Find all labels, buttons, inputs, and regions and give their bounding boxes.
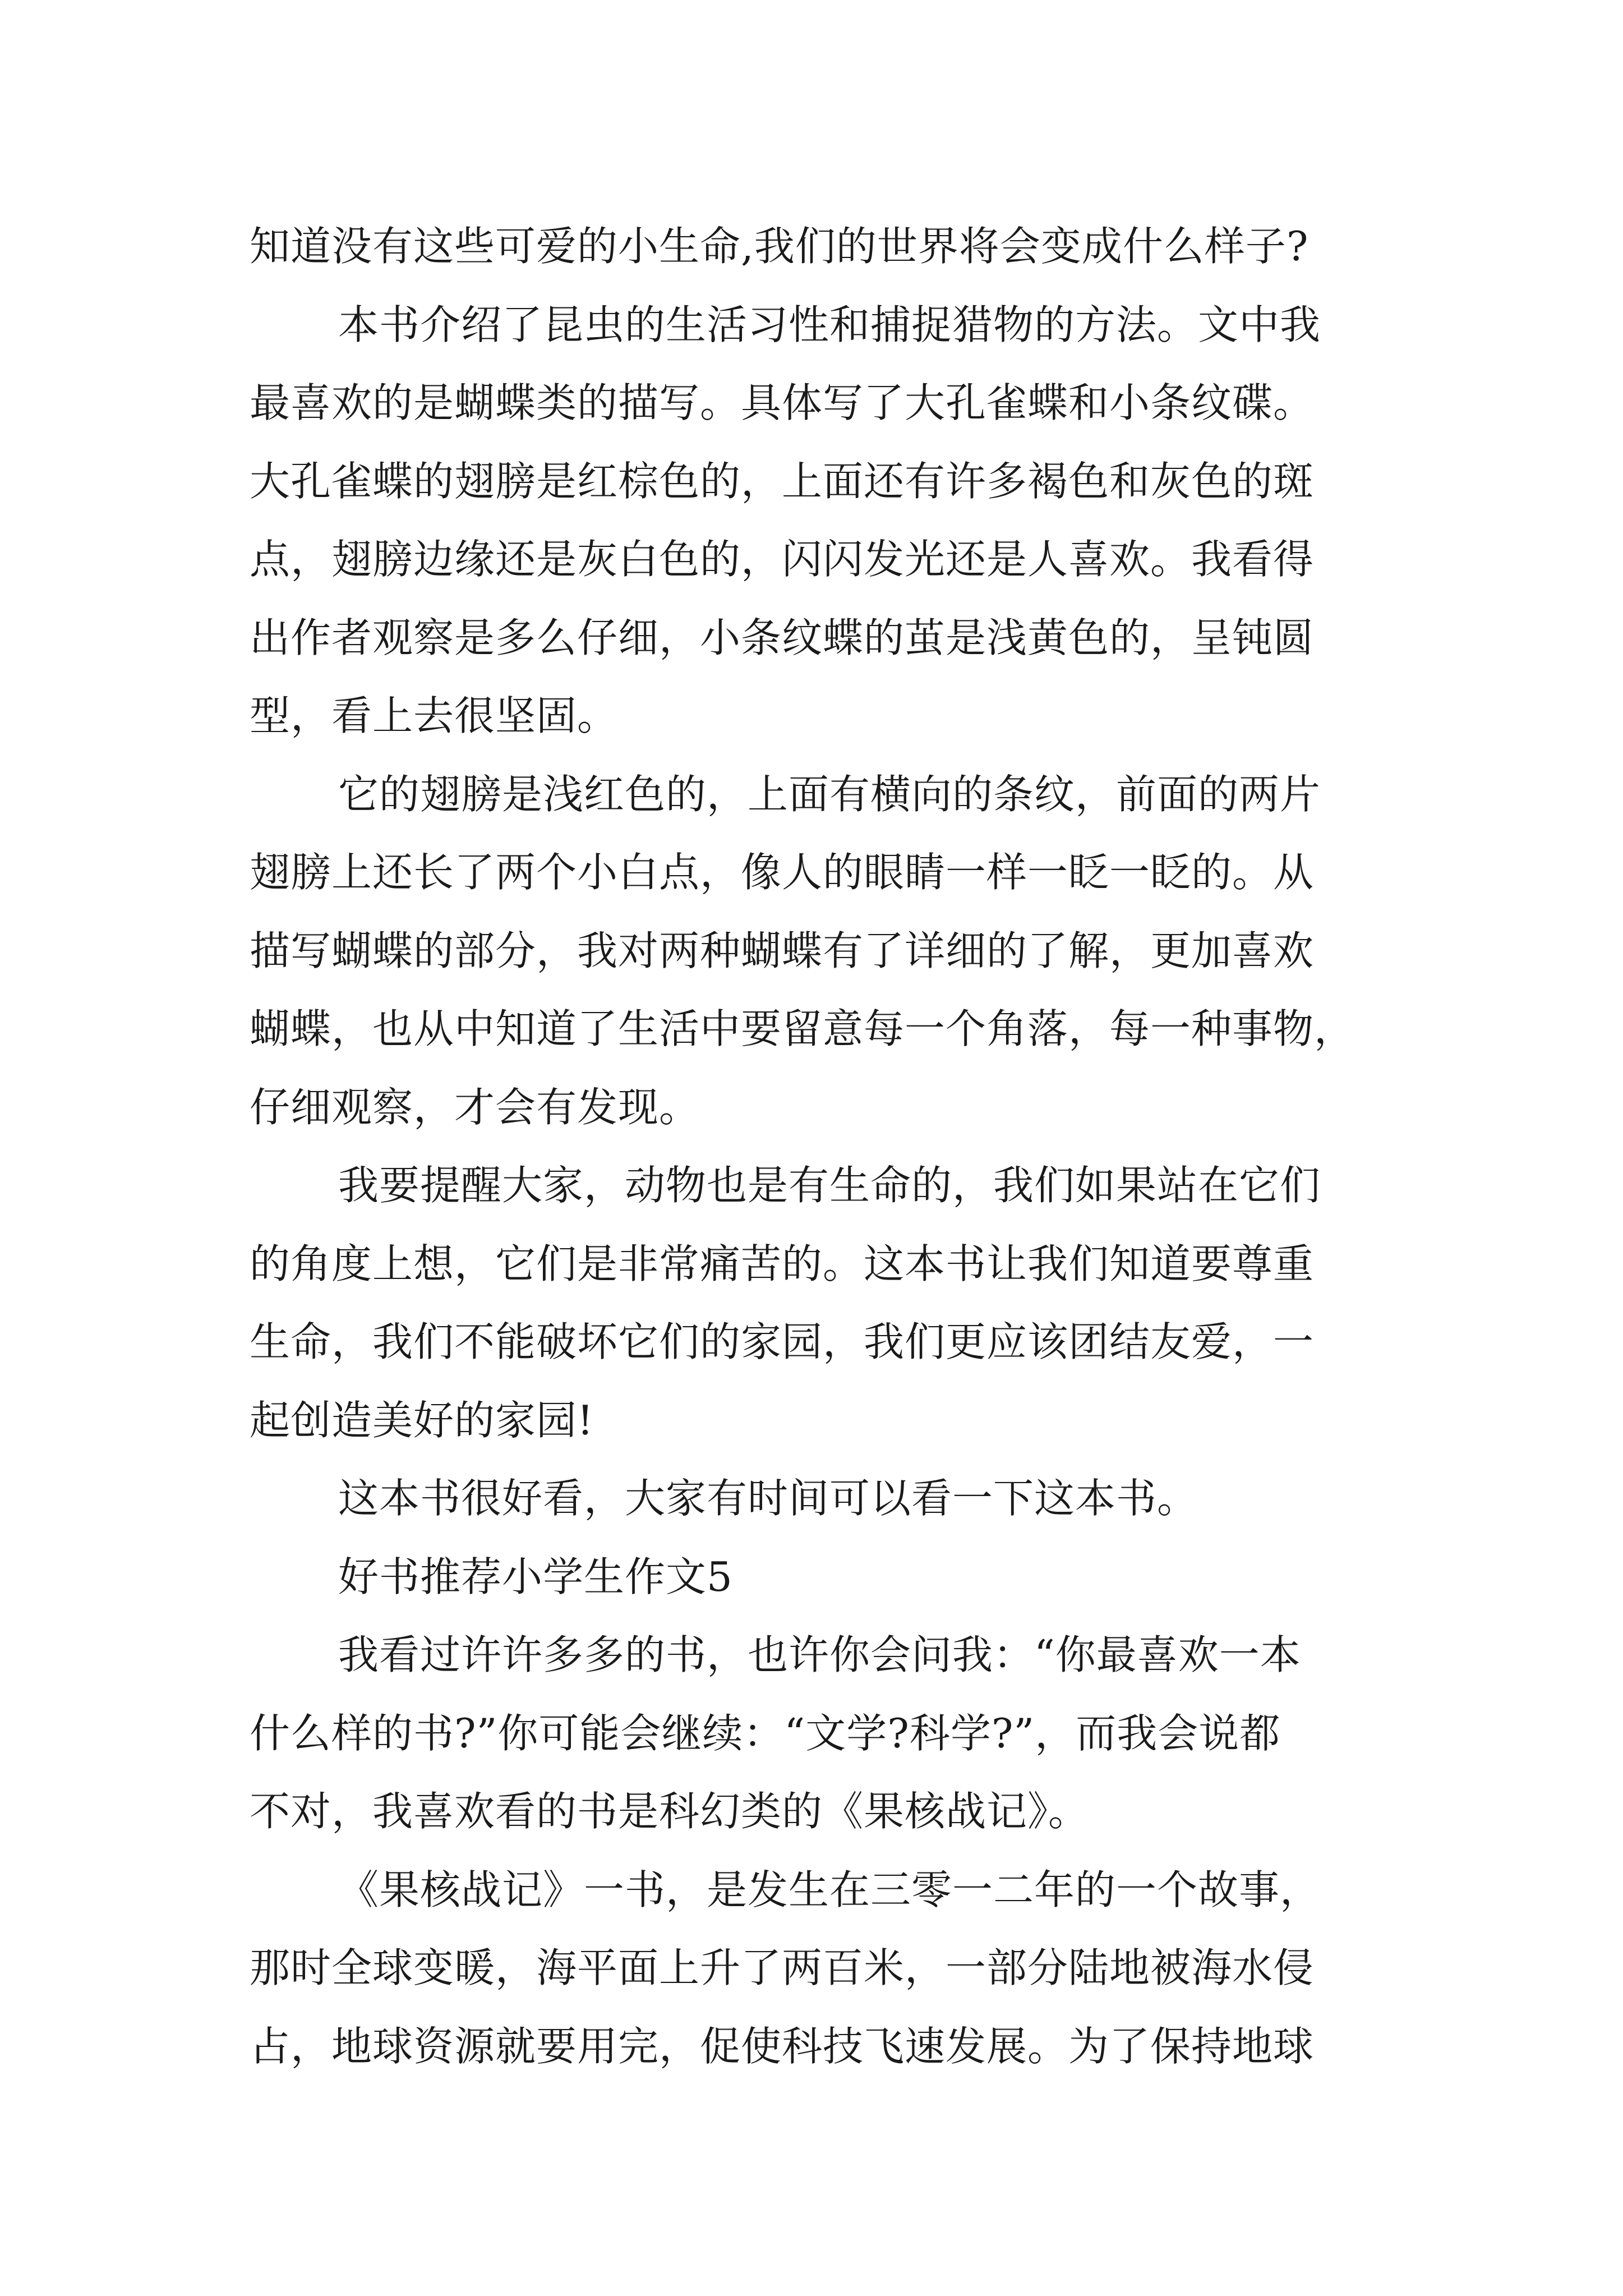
text-body	[250, 208, 1405, 2086]
text-line: 出作者观察是多么仔细，小条纹蝶的茧是浅黄色的，呈钝圆	[250, 614, 1315, 661]
text-line: 本书介绍了昆虫的生活习性和捕捉猎物的方法。文中我	[338, 301, 1321, 348]
text-line: 什么样的书?”你可能会继续：“文学?科学?”，而我会说都	[250, 1709, 1281, 1757]
text-line: 那时全球变暖，海平面上升了两百米，一部分陆地被海水侵	[250, 1944, 1315, 1991]
text-line: 点，翅膀边缘还是灰白色的，闪闪发光还是人喜欢。我看得	[250, 536, 1315, 583]
text-line: 大孔雀蝶的翅膀是红棕色的，上面还有许多褐色和灰色的斑	[250, 457, 1315, 505]
text-line: 翅膀上还长了两个小白点，像人的眼睛一样一眨一眨的。从	[250, 849, 1315, 896]
text-line: 知道没有这些可爱的小生命,我们的世界将会变成什么样子?	[250, 223, 1309, 270]
text-line: 型，看上去很坚固。	[250, 692, 619, 739]
text-line: 它的翅膀是浅红色的，上面有横向的条纹，前面的两片	[338, 770, 1321, 818]
text-line: 这本书很好看，大家有时间可以看一下这本书。	[338, 1475, 1198, 1522]
text-line: 我要提醒大家，动物也是有生命的，我们如果站在它们	[338, 1162, 1321, 1209]
text-line: 仔细观察，才会有发现。	[250, 1083, 700, 1131]
text-line: 最喜欢的是蝴蝶类的描写。具体写了大孔雀蝶和小条纹碟。	[250, 379, 1315, 426]
text-line: 蝴蝶，也从中知道了生活中要留意每一个角落，每一种事物，	[250, 1005, 1355, 1052]
text-line: 我看过许许多多的书，也许你会问我：“你最喜欢一本	[338, 1631, 1301, 1678]
section-heading: 好书推荐小学生作文5	[338, 1553, 733, 1600]
text-line: 占，地球资源就要用完，促使科技飞速发展。为了保持地球	[250, 2022, 1315, 2070]
text-line: 《果核战记》一书，是发生在三零一二年的一个故事，	[338, 1866, 1321, 1913]
text-line: 起创造美好的家园!	[250, 1396, 594, 1444]
text-line: 生命，我们不能破坏它们的家园，我们更应该团结友爱，一	[250, 1318, 1315, 1365]
text-line: 的角度上想，它们是非常痛苦的。这本书让我们知道要尊重	[250, 1240, 1315, 1287]
text-line: 描写蝴蝶的部分，我对两种蝴蝶有了详细的了解，更加喜欢	[250, 927, 1315, 974]
text-line: 不对，我喜欢看的书是科幻类的《果核战记》。	[250, 1788, 1090, 1835]
